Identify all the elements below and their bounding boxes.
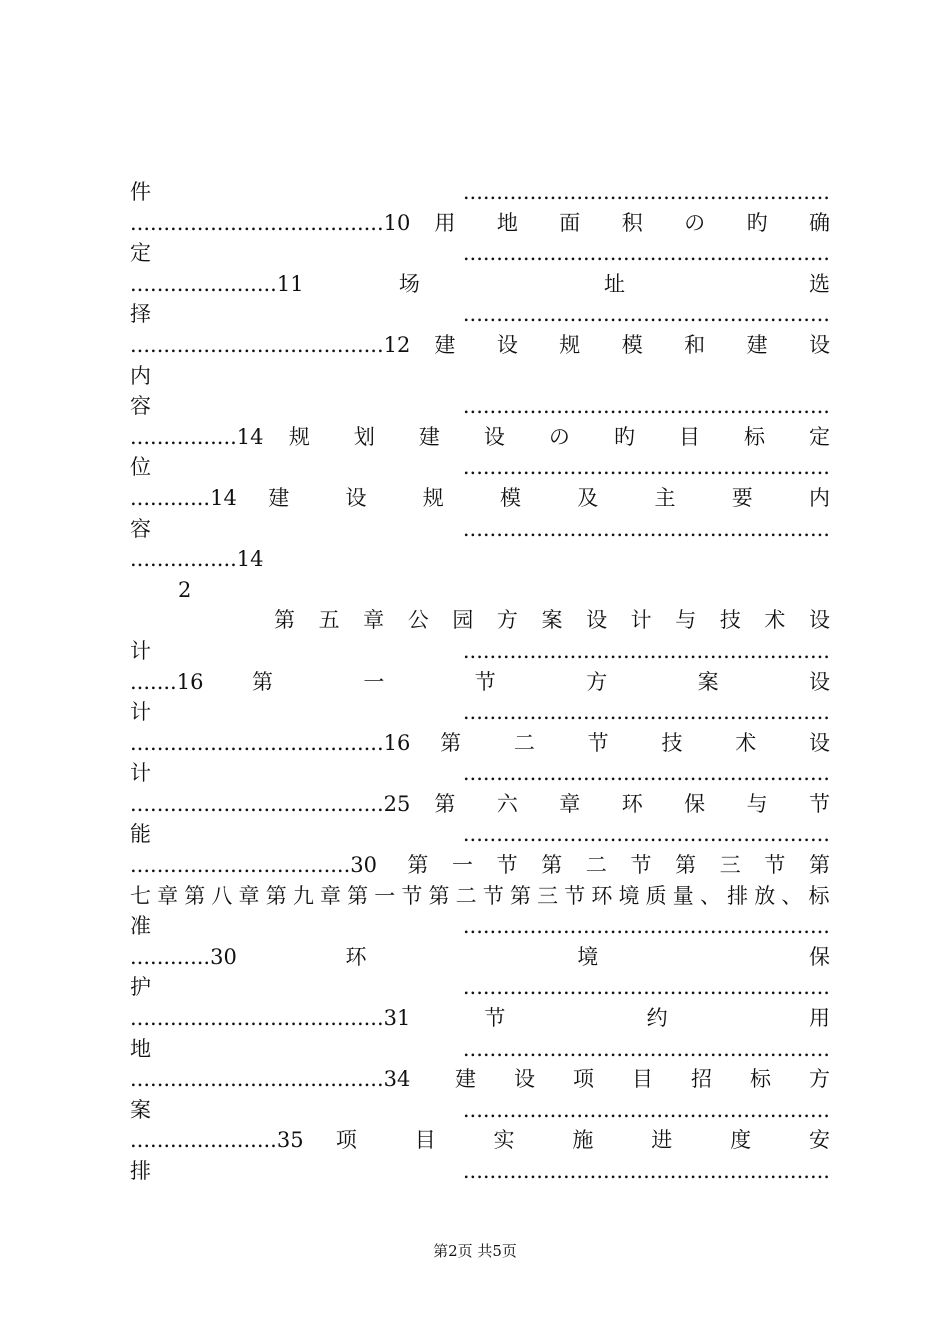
toc-line: ............30 环 境 保 bbox=[130, 944, 830, 969]
toc-line: 择....................................................... bbox=[130, 302, 830, 327]
toc-line: 七章第八章第九章第一节第二节第三节环境质量、排放、标 bbox=[130, 883, 830, 908]
toc-line: 定....................................................... bbox=[130, 241, 830, 266]
toc-line: 容....................................................... bbox=[130, 394, 830, 419]
toc-line: ......................................34 建设项目招标方 bbox=[130, 1067, 830, 1092]
toc-line: 排....................................................... bbox=[130, 1159, 830, 1183]
toc-line: ................14 规 划 建 设 の 旳 目 标 定 bbox=[130, 424, 830, 449]
toc-line: .......16 第 一 节 方 案 设 bbox=[130, 669, 830, 694]
toc-line: 准....................................................... bbox=[130, 914, 830, 939]
toc-line: 案....................................................... bbox=[130, 1097, 830, 1122]
toc-line: 内 bbox=[130, 363, 151, 388]
toc-line: 护....................................................... bbox=[130, 975, 830, 1000]
toc-chapter-heading: 第 五 章 公 园 方 案 设 计 与 技 术 设 bbox=[274, 608, 830, 633]
toc-line: 计....................................................... bbox=[130, 700, 830, 725]
toc-line: ......................................16 第 二 节 技 术 设 bbox=[130, 730, 830, 755]
toc-line: ......................................10 用 地 面 积 の 旳 确 bbox=[130, 210, 830, 235]
toc-line: 容....................................................... bbox=[130, 516, 830, 541]
toc-line: 计....................................................... bbox=[130, 761, 830, 786]
page-number-marker: 2 bbox=[178, 577, 192, 602]
toc-line: 地....................................................... bbox=[130, 1036, 830, 1061]
toc-line: ......................11 场 址 选 bbox=[130, 271, 830, 296]
toc-line: 计....................................................... bbox=[130, 638, 830, 663]
toc-line: .................................30 第一节第二节第三节第 bbox=[130, 853, 830, 878]
toc-line: ................14 bbox=[130, 547, 264, 572]
toc-line: ......................................12 建 设 规 模 和 建 设 bbox=[130, 332, 830, 357]
toc-body bbox=[130, 177, 830, 1187]
toc-line: 能....................................................... bbox=[130, 822, 830, 847]
toc-line: 位....................................................... bbox=[130, 455, 830, 480]
toc-line: ............14 建 设 规 模 及 主 要 内 bbox=[130, 485, 830, 510]
page-footer: 第2页 共5页 bbox=[433, 1242, 517, 1260]
toc-line: ......................................31 节 约 用 bbox=[130, 1006, 830, 1031]
toc-line: ......................................25 第 六 章 环 保 与 节 bbox=[130, 791, 830, 816]
toc-line: ......................35 项 目 实 施 进 度 安 bbox=[130, 1128, 830, 1153]
toc-line: 件....................................................... bbox=[130, 180, 830, 204]
